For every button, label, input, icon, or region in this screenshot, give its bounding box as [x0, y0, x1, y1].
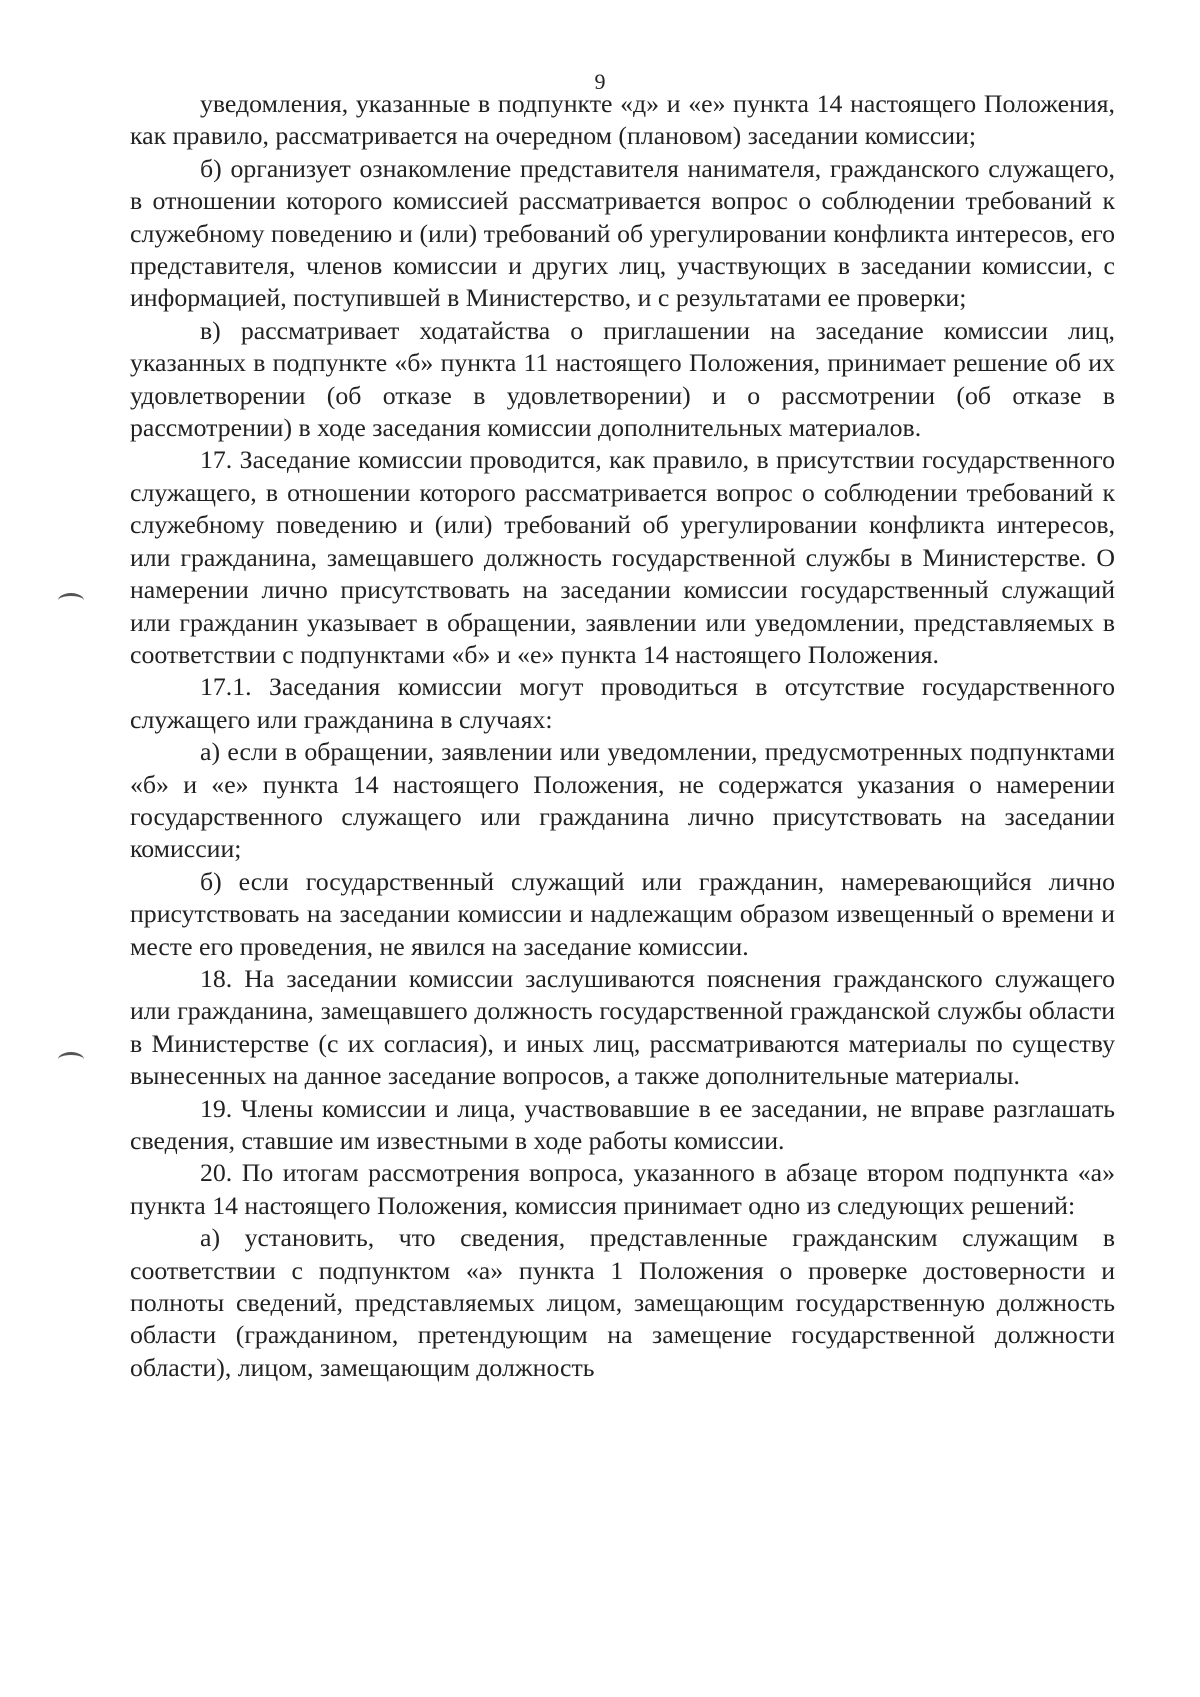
- paragraph: б) если государственный служащий или гражданин, намеревающийся лично присутствовать на заседании комиссии и надлежащим образом извещенный о времени и месте его проведения, не явился на заседание комиссии.: [130, 866, 1115, 961]
- paragraph: 17. Заседание комиссии проводится, как правило, в присутствии государственного служащего, в отношении которого рассматривается вопрос о соблюдении требований к служебному поведению и (или) требований об урегулировании конфликта интересов, или гражданина, замещавшего должность государственной службы в Министерстве. О намерении лично присутствовать на заседании комиссии государственный служащий или гражданин указывает в обращении, заявлении или уведомлении, представляемых в соответствии с подпунктами «б» и «е» пункта 14 настоящего Положения.: [130, 445, 1115, 669]
- page-number: 9: [594, 69, 606, 94]
- paragraph: а) если в обращении, заявлении или уведомлении, предусмотренных подпунктами «б» и «е» пункта 14 настоящего Положения, не содержатся указания о намерении государственного служащего или гражданина лично присутствовать на заседании комиссии;: [130, 737, 1115, 864]
- paragraph: 19. Члены комиссии и лица, участвовавшие в ее заседании, не вправе разглашать сведения, ставшие им известными в ходе работы комиссии.: [130, 1093, 1115, 1155]
- document-body: [130, 88, 1115, 1384]
- margin-pencil-mark: [58, 1052, 84, 1067]
- paragraph: 18. На заседании комиссии заслушиваются пояснения гражданского служащего или гражданина, замещавшего должность государственной гражданской службы области в Министерстве (с их согласия), и иных лиц, рассматриваются материалы по существу вынесенных на данное заседание вопросов, а также дополнительные материалы.: [130, 963, 1115, 1091]
- paragraph: 20. По итогам рассмотрения вопроса, указанного в абзаце втором подпункта «а» пункта 14 настоящего Положения, комиссия принимает одно из следующих решений:: [130, 1158, 1115, 1220]
- margin-pencil-mark: [58, 593, 84, 608]
- paragraph: 17.1. Заседания комиссии могут проводиться в отсутствие государственного служащего или гражданина в случаях:: [130, 672, 1115, 734]
- paragraph: уведомления, указанные в подпункте «д» и «е» пункта 14 настоящего Положения, как правило, рассматривается на очередном (плановом) заседании комиссии;: [130, 89, 1115, 151]
- paragraph: а) установить, что сведения, представленные гражданским служащим в соответствии с подпунктом «а» пункта 1 Положения о проверке достоверности и полноты сведений, представляемых лицом, замещающим государственную должность области (гражданином, претендующим на замещение государственной должности области), лицом, замещающим должность: [130, 1223, 1115, 1382]
- paragraph: в) рассматривает ходатайства о приглашении на заседание комиссии лиц, указанных в подпункте «б» пункта 11 настоящего Положения, принимает решение об их удовлетворении (об отказе в удовлетворении) и о рассмотрении (об отказе в рассмотрении) в ходе заседания комиссии дополнительных материалов.: [130, 315, 1115, 443]
- paragraph: б) организует ознакомление представителя нанимателя, гражданского служащего, в отношении которого комиссией рассматривается вопрос о соблюдении требований к служебному поведению и (или) требований об урегулировании конфликта интересов, его представителя, членов комиссии и других лиц, участвующих в заседании комиссии, с информацией, поступившей в Министерство, и с результатами ее проверки;: [130, 153, 1115, 313]
